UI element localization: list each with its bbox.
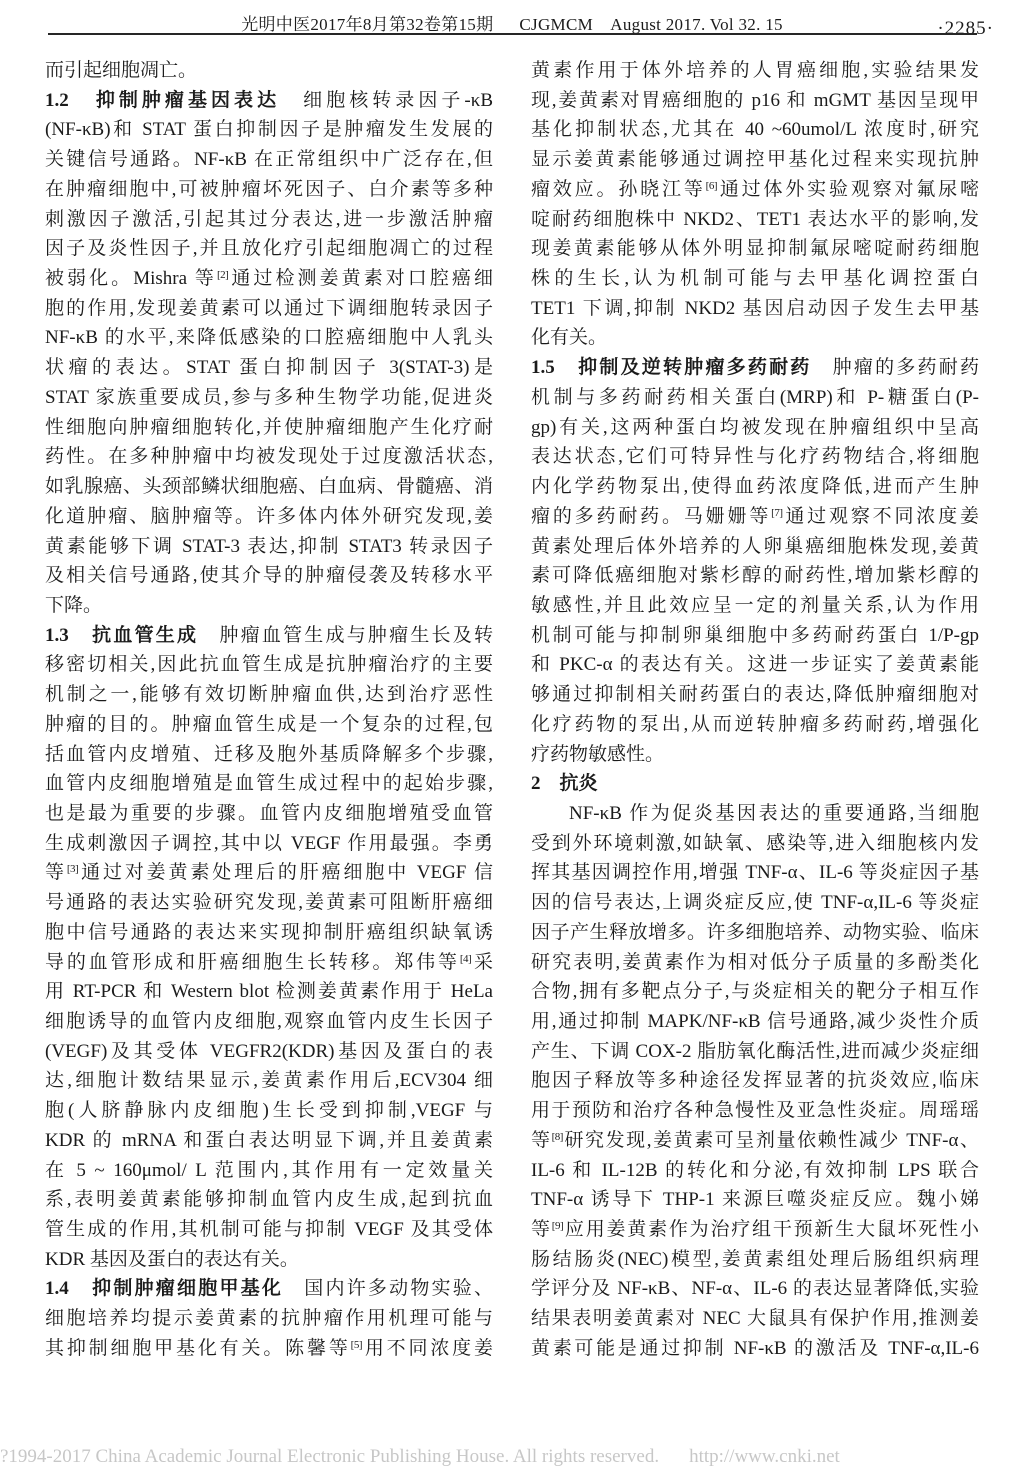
- text-line: 黄素可能是通过抑制 NF-κB 的激活及 TNF-α,IL-6: [531, 1337, 979, 1359]
- copyright-notice: ?1994-2017 China Academic Journal Electronic Publishing House. All rights reserved.: [0, 1446, 660, 1467]
- text-line: 1.4 抑制肿瘤细胞甲基化 国内许多动物实验、: [45, 1278, 493, 1300]
- text-line: 表达状态,它们可特异性与化疗药物结合,将细胞: [531, 446, 979, 468]
- text-line: 移密切相关,因此抗血管生成是抗肿瘤治疗的主要: [45, 654, 493, 676]
- text-line: 管生成的作用,其机制可能与抑制 VEGF 及其受体: [45, 1219, 493, 1241]
- right-column: [531, 56, 979, 1364]
- text-line: TNF-α 诱导下 THP-1 来源巨噬炎症反应。魏小娣: [531, 1189, 979, 1211]
- text-line: 素可降低癌细胞对紫杉醇的耐药性,增加紫杉醇的: [531, 565, 979, 587]
- text-line: 现姜黄素能够从体外明显抑制氟尿嘧啶耐药细胞: [531, 238, 979, 260]
- text-line: 达,细胞计数结果显示,姜黄素作用后,ECV304 细: [45, 1070, 493, 1092]
- text-line: 胞(人脐静脉内皮细胞)生长受到抑制,VEGF 与: [45, 1100, 493, 1122]
- text-line: 株的生长,认为机制可能与去甲基化调控蛋白: [531, 268, 979, 290]
- header-divider: [48, 33, 977, 35]
- text-line: 啶耐药细胞株中 NKD2、TET1 表达水平的影响,发: [531, 208, 979, 230]
- text-line: (NF-κB)和 STAT 蛋白抑制因子是肿瘤发生发展的: [45, 119, 493, 141]
- text-line: 导的血管形成和肝癌细胞生长转移。郑伟等[4]采: [45, 951, 493, 973]
- section-heading: 1.4 抑制肿瘤细胞甲基化: [45, 1278, 284, 1300]
- text-line: 等[9]应用姜黄素作为治疗组干预新生大鼠坏死性小: [531, 1219, 979, 1241]
- text-line: 血管内皮细胞增殖是血管生成过程中的起始步骤,: [45, 773, 493, 795]
- section-heading: 2 抗炎: [531, 773, 598, 795]
- text-line: 敏感性,并且此效应呈一定的剂量关系,认为作用: [531, 594, 979, 616]
- section-heading: 1.3 抗血管生成: [45, 624, 199, 646]
- text-line: 化疗药物的泵出,从而逆转肿瘤多药耐药,增强化: [531, 713, 979, 735]
- text-line: 细胞培养均提示姜黄素的抗肿瘤作用机理可能与: [45, 1308, 493, 1330]
- journal-title-en: CJGMCM August 2017. Vol 32. 15: [519, 15, 783, 34]
- text-line: 化道肿瘤、脑肿瘤等。许多体内体外研究发现,姜: [45, 505, 493, 527]
- text-line: 黄素能够下调 STAT-3 表达,抑制 STAT3 转录因子: [45, 535, 493, 557]
- text-line: [531, 769, 979, 799]
- text-line: 等[3]通过对姜黄素处理后的肝癌细胞中 VEGF 信: [45, 862, 493, 884]
- text-line: 肿瘤的目的。肿瘤血管生成是一个复杂的过程,包: [45, 713, 493, 735]
- text-line: NF-κB 的水平,来降低感染的口腔癌细胞中人乳头: [45, 327, 493, 349]
- text-line: KDR 的 mRNA 和蛋白表达明显下调,并且姜黄素: [45, 1129, 493, 1151]
- text-line: 而引起细胞凋亡。: [45, 60, 198, 81]
- text-line: 研究表明,姜黄素作为相对低分子质量的多酚类化: [531, 951, 979, 973]
- text-line: 1.3 抗血管生成 肿瘤血管生成与肿瘤生长及转: [45, 624, 493, 646]
- text-line: 显示姜黄素能够通过调控甲基化过程来实现抗肿: [531, 149, 979, 171]
- text-line: 黄素处理后体外培养的人卵巢癌细胞株发现,姜黄: [531, 535, 979, 557]
- text-line: 刺激因子激活,引起其过分表达,进一步激活肿瘤: [45, 208, 493, 230]
- text-line: 也是最为重要的步骤。血管内皮细胞增殖受血管: [45, 802, 493, 824]
- text-line: 用 RT-PCR 和 Western blot 检测姜黄素作用于 HeLa: [45, 981, 493, 1003]
- text-line: 结果表明姜黄素对 NEC 大鼠具有保护作用,推测姜: [531, 1308, 979, 1330]
- text-line: gp)有关,这两种蛋白均被发现在肿瘤组织中呈高: [531, 416, 979, 438]
- text-line: 药性。在多种肿瘤中均被发现处于过度激活状态,: [45, 446, 493, 468]
- text-line: 瘤的多药耐药。马姗姗等[7]通过观察不同浓度姜: [531, 505, 979, 527]
- text-line: 1.2 抑制肿瘤基因表达 细胞核转录因子-κB: [45, 89, 493, 111]
- journal-title-cn: 光明中医2017年8月第32卷第15期: [241, 15, 494, 34]
- text-line: KDR 基因及蛋白的表达有关。: [45, 1248, 299, 1270]
- text-line: 在 5 ~ 160μmol/ L 范围内,其作用有一定效量关: [45, 1159, 493, 1181]
- text-line: 用,通过抑制 MAPK/NF-κB 信号通路,减少炎性介质: [531, 1011, 979, 1032]
- text-line: 瘤效应。孙晓江等[6]通过体外实验观察对氟尿嘧: [531, 178, 979, 200]
- section-heading: 1.2 抑制肿瘤基因表达: [45, 89, 281, 111]
- text-line: 黄素作用于体外培养的人胃癌细胞,实验结果发: [531, 60, 979, 81]
- text-line: 胞因子释放等多种途径发挥显著的抗炎效应,临床: [531, 1070, 979, 1092]
- text-line: 号通路的表达实验研究发现,姜黄素可阻断肝癌细: [45, 892, 493, 914]
- text-line: 和 PKC-α 的表达有关。这进一步证实了姜黄素能: [531, 654, 979, 676]
- text-line: 够通过抑制相关耐药蛋白的表达,降低肿瘤细胞对: [531, 684, 979, 706]
- text-line: 因的信号表达,上调炎症反应,使 TNF-α,IL-6 等炎症: [531, 892, 979, 914]
- text-line: 合物,拥有多靶点分子,与炎症相关的靶分子相互作: [531, 981, 979, 1003]
- left-column: [45, 56, 493, 1364]
- text-line: 挥其基因调控作用,增强 TNF-α、IL-6 等炎症因子基: [531, 862, 979, 884]
- text-line: 现,姜黄素对胃癌细胞的 p16 和 mGMT 基因呈现甲: [531, 89, 979, 111]
- journal-header-line: [0, 10, 1024, 35]
- text-line: IL-6 和 IL-12B 的转化和分泌,有效抑制 LPS 联合: [531, 1159, 979, 1181]
- text-line: STAT 家族重要成员,参与多种生物学功能,促进炎: [45, 386, 493, 408]
- text-line: 生成刺激因子调控,其中以 VEGF 作用最强。李勇: [45, 832, 493, 854]
- text-line: 机制之一,能够有效切断肿瘤血供,达到治疗恶性: [45, 684, 493, 706]
- text-line: 疗药物敏感性。: [531, 743, 665, 765]
- text-line: 细胞诱导的血管内皮细胞,观察血管内皮生长因子: [45, 1011, 493, 1032]
- text-line: 机制与多药耐药相关蛋白(MRP)和 P-糖蛋白(P-: [531, 386, 979, 408]
- cnki-url: http://www.cnki.net: [689, 1446, 840, 1467]
- page-header: [0, 10, 1024, 39]
- text-line: 肠结肠炎(NEC)模型,姜黄素组处理后肠组织病理: [531, 1248, 979, 1270]
- text-line: 如乳腺癌、头颈部鳞状细胞癌、白血病、骨髓癌、消: [45, 476, 493, 498]
- text-line: 性细胞向肿瘤细胞转化,并使肿瘤细胞产生化疗耐: [45, 416, 493, 438]
- text-line: 1.5 抑制及逆转肿瘤多药耐药 肿瘤的多药耐药: [531, 357, 979, 379]
- text-line: 及相关信号通路,使其介导的肿瘤侵袭及转移水平: [45, 565, 493, 587]
- text-line: 用于预防和治疗各种急慢性及亚急性炎症。周瑶瑶: [531, 1100, 979, 1122]
- text-line: 被弱化。Mishra 等[2]通过检测姜黄素对口腔癌细: [45, 268, 493, 290]
- text-line: 在肿瘤细胞中,可被肿瘤坏死因子、白介素等多种: [45, 178, 493, 200]
- text-line: 机制可能与抑制卵巢细胞中多药耐药蛋白 1/P-gp: [531, 624, 979, 646]
- text-line: 胞中信号通路的表达来实现抑制肝癌组织缺氧诱: [45, 921, 493, 943]
- text-line: 因子产生释放增多。许多细胞培养、动物实验、临床: [531, 921, 979, 943]
- page-number: ·2285·: [937, 18, 994, 39]
- text-line: 下降。: [45, 594, 103, 616]
- copyright-footer: [0, 1446, 1024, 1468]
- text-line: 其抑制细胞甲基化有关。陈馨等[5]用不同浓度姜: [45, 1337, 493, 1359]
- text-line: 等[8]研究发现,姜黄素可呈剂量依赖性减少 TNF-α、: [531, 1129, 979, 1151]
- text-line: 受到外环境刺激,如缺氧、感染等,进入细胞核内发: [531, 832, 979, 854]
- text-line: NF-κB 作为促炎基因表达的重要通路,当细胞: [569, 802, 979, 824]
- text-line: 胞的作用,发现姜黄素可以通过下调细胞转录因子: [45, 297, 493, 319]
- text-line: 产生、下调 COX-2 脂肪氧化酶活性,进而减少炎症细: [531, 1040, 979, 1062]
- text-line: (VEGF)及其受体 VEGFR2(KDR)基因及蛋白的表: [45, 1040, 493, 1062]
- section-heading: 1.5 抑制及逆转肿瘤多药耐药: [531, 357, 812, 379]
- text-line: TET1 下调,抑制 NKD2 基因启动因子发生去甲基: [531, 297, 979, 319]
- text-line: 系,表明姜黄素能够抑制血管内皮生成,起到抗血: [45, 1189, 493, 1211]
- text-line: 状瘤的表达。STAT 蛋白抑制因子 3(STAT-3)是: [45, 357, 493, 379]
- text-line: 括血管内皮增殖、迁移及胞外基质降解多个步骤,: [45, 743, 493, 765]
- text-line: 学评分及 NF-κB、NF-α、IL-6 的表达显著降低,实验: [531, 1278, 979, 1300]
- text-line: 内化学药物泵出,使得血药浓度降低,进而产生肿: [531, 476, 979, 498]
- text-line: 因子及炎性因子,并且放化疗引起细胞凋亡的过程: [45, 238, 493, 260]
- text-line: 关键信号通路。NF-κB 在正常组织中广泛存在,但: [45, 149, 493, 171]
- text-line: 化有关。: [531, 327, 608, 349]
- text-line: 基化抑制状态,尤其在 40 ~60umol/L 浓度时,研究: [531, 119, 979, 141]
